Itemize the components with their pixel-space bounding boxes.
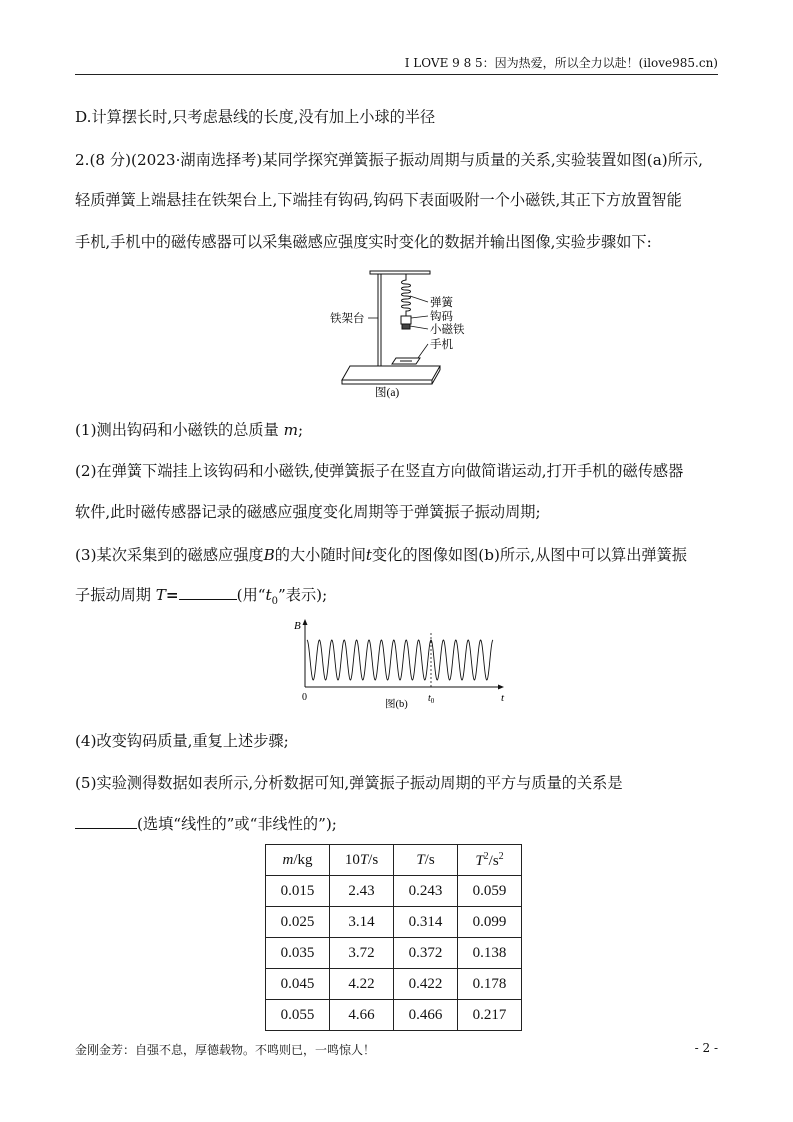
hook-weight — [401, 316, 411, 324]
table-row — [266, 1000, 522, 1031]
cell: 0.025 — [266, 907, 330, 938]
table-row — [266, 938, 522, 969]
page-number: - 2 - — [694, 1041, 718, 1055]
figure-b-caption: 图(b) — [385, 699, 408, 710]
step5-line2: (选填“线性的”或“非线性的”); — [75, 814, 720, 834]
figure-b-graph — [285, 615, 515, 710]
step3-line1: (3)某次采集到的磁感应强度B的大小随时间t变化的图像如图(b)所示,从图中可以算出弹簧振 — [75, 546, 687, 564]
step4-text: (4)改变钩码质量,重复上述步骤; — [75, 732, 289, 750]
stand-arm — [370, 271, 430, 274]
question2-line2: 轻质弹簧上端悬挂在铁架台上,下端挂有钩码,钩码下表面吸附一个小磁铁,其正下方放置智能 — [75, 191, 682, 209]
cell: 3.72 — [330, 938, 394, 969]
label-phone: 手机 — [430, 339, 453, 351]
header-text: I LOVE 9 8 5：因为热爱，所以全力以赴！(ilove985.cn) — [404, 56, 718, 70]
y-axis-arrow — [303, 619, 308, 625]
label-weight: 钩码 — [430, 311, 453, 323]
cell: 0.243 — [394, 876, 458, 907]
footer-motto: 金刚金芳：自强不息，厚德载物。不鸣则已，一鸣惊人！ — [75, 1043, 376, 1057]
table-header-row — [266, 845, 522, 876]
stand-base — [342, 366, 440, 380]
page-header — [75, 54, 718, 75]
header-period-squared: $T^2/s^2$ — [458, 845, 522, 876]
cell: 4.22 — [330, 969, 394, 1000]
answer-blank-period[interactable] — [179, 585, 237, 600]
stand-rod — [378, 271, 381, 366]
header-10t: 10T/s — [330, 845, 394, 876]
cell: 3.14 — [330, 907, 394, 938]
step3-line2: 子振动周期 T= (用“$t_0$”表示); — [75, 586, 328, 608]
cell: 0.045 — [266, 969, 330, 1000]
spring — [402, 274, 411, 316]
header-period: T/s — [394, 845, 458, 876]
cell: 0.314 — [394, 907, 458, 938]
cell: 0.217 — [458, 1000, 522, 1031]
origin-label: 0 — [302, 692, 307, 703]
cell: 4.66 — [330, 1000, 394, 1031]
cell: 0.055 — [266, 1000, 330, 1031]
cell: 0.138 — [458, 938, 522, 969]
label-magnet: 小磁铁 — [430, 324, 465, 336]
answer-blank-relation[interactable] — [75, 814, 137, 829]
figure-a-apparatus — [320, 268, 490, 400]
small-magnet — [402, 324, 410, 329]
step1-text: (1)测出钩码和小磁铁的总质量 m; — [75, 421, 304, 439]
x-axis-arrow — [498, 685, 504, 690]
header-mass: m/kg — [266, 845, 330, 876]
label-spring: 弹簧 — [430, 297, 453, 309]
cell: 0.466 — [394, 1000, 458, 1031]
step2-line1: (2)在弹簧下端挂上该钩码和小磁铁,使弹簧振子在竖直方向做简谐运动,打开手机的磁传感器 — [75, 462, 684, 480]
table-row — [266, 969, 522, 1000]
cell: 0.059 — [458, 876, 522, 907]
waveform — [307, 640, 493, 680]
table-row — [266, 907, 522, 938]
x-axis-label: t — [501, 692, 505, 704]
y-axis-label: B — [294, 620, 301, 632]
figure-a-caption: 图(a) — [375, 387, 400, 399]
cell: 0.015 — [266, 876, 330, 907]
stand-base-side — [342, 380, 432, 384]
label-iron-stand: 铁架台 — [330, 313, 365, 325]
cell: 0.035 — [266, 938, 330, 969]
step5-line1: (5)实验测得数据如表所示,分析数据可知,弹簧振子振动周期的平方与质量的关系是 — [75, 774, 623, 792]
cell: 0.372 — [394, 938, 458, 969]
cell: 0.099 — [458, 907, 522, 938]
data-table — [265, 844, 522, 1031]
t0-label: $t_0$ — [428, 693, 435, 705]
cell: 2.43 — [330, 876, 394, 907]
option-d-text: D.计算摆长时,只考虑悬线的长度,没有加上小球的半径 — [75, 108, 436, 126]
cell: 0.422 — [394, 969, 458, 1000]
step2-line2: 软件,此时磁传感器记录的磁感应强度变化周期等于弹簧振子振动周期; — [75, 503, 541, 521]
question2-line3: 手机,手机中的磁传感器可以采集磁感应强度实时变化的数据并输出图像,实验步骤如下: — [75, 233, 652, 251]
table-row — [266, 876, 522, 907]
page-footer — [75, 1041, 718, 1058]
question2-line1: 2.(8 分)(2023·湖南选择考)某同学探究弹簧振子振动周期与质量的关系,实验装置如图(a)所示, — [75, 151, 703, 169]
cell: 0.178 — [458, 969, 522, 1000]
